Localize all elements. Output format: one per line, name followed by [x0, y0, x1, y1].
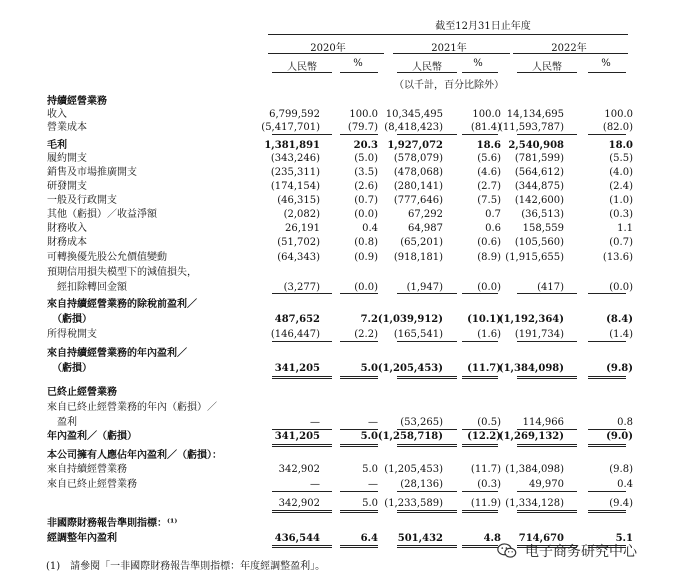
cell-rmb-2022: (781,599): [514, 153, 564, 164]
row-label: 經調整年內盈利: [47, 533, 117, 544]
total-rule: [340, 545, 378, 546]
table-row: [0, 139, 700, 152]
cell-pct-2022: (82.0): [602, 122, 633, 133]
total-rule: [340, 341, 378, 342]
table-row: [0, 236, 700, 249]
row-label: 本公司擁有人應佔年內盈利／（虧損）：: [47, 450, 222, 461]
total-rule: [340, 512, 378, 513]
cell-pct-2022: (0.3): [609, 209, 633, 220]
total-rule: [272, 547, 332, 548]
row-label: 其他（虧損）／收益淨額: [47, 209, 157, 220]
cell-pct-2020: —: [368, 479, 378, 490]
section-heading: [0, 449, 700, 462]
cell-rmb-2020: (146,447): [270, 329, 320, 340]
cell-rmb-2020: (2,082): [283, 209, 320, 220]
unit-rule: [397, 72, 457, 73]
table-row: [0, 362, 700, 375]
total-rule: [272, 341, 332, 342]
cell-pct-2020: (2.6): [354, 181, 378, 192]
cell-pct-2021: (0.0): [477, 282, 501, 293]
cell-pct-2020: (2.2): [354, 329, 378, 340]
cell-rmb-2021: (65,201): [400, 237, 443, 248]
year-2021: 2021年: [431, 43, 467, 54]
unit-rule: [340, 72, 378, 73]
total-rule: [462, 378, 498, 379]
cell-rmb-2022: (564,612): [514, 167, 564, 178]
row-label: 盈利: [47, 417, 77, 428]
cell-rmb-2021: 501,432: [397, 533, 443, 544]
cell-pct-2022: 100.0: [604, 109, 633, 120]
total-rule: [272, 491, 332, 492]
cell-pct-2021: (7.5): [477, 195, 501, 206]
cell-rmb-2020: (3,277): [283, 282, 320, 293]
unit-pct-2020: %: [353, 58, 363, 69]
cell-rmb-2022: 49,970: [529, 479, 564, 490]
cell-rmb-2022: 2,540,908: [508, 140, 564, 151]
cell-rmb-2022: (1,269,132): [498, 431, 564, 442]
year-rule-2021: [393, 53, 510, 54]
total-rule: [397, 510, 457, 511]
period-rule: [268, 34, 628, 35]
total-rule: [517, 429, 577, 430]
table-row: [0, 266, 700, 279]
unit-rmb-2021: 人民幣: [412, 62, 442, 73]
cell-rmb-2021: (777,646): [393, 195, 443, 206]
cell-rmb-2022: (11,593,787): [498, 122, 564, 133]
table-row: [0, 401, 700, 414]
cell-pct-2021: (0.3): [477, 479, 501, 490]
total-rule: [272, 134, 332, 135]
total-rule: [397, 545, 457, 546]
table-row: [0, 416, 700, 429]
total-rule: [517, 512, 577, 513]
table-row: [0, 478, 700, 491]
total-rule: [272, 429, 332, 430]
cell-rmb-2020: (343,246): [270, 153, 320, 164]
cell-rmb-2022: (1,915,655): [505, 252, 564, 263]
row-label: 履約開支: [47, 153, 87, 164]
cell-pct-2022: (8.4): [606, 314, 633, 325]
total-rule: [397, 491, 457, 492]
cell-rmb-2021: (53,265): [400, 417, 443, 428]
cell-pct-2020: (3.5): [354, 167, 378, 178]
cell-rmb-2020: —: [310, 479, 320, 490]
row-label: 來自持續經營業務: [47, 464, 127, 475]
cell-pct-2020: (5.0): [354, 153, 378, 164]
unit-rule: [462, 72, 498, 73]
cell-pct-2022: (4.0): [609, 167, 633, 178]
total-rule: [340, 510, 378, 511]
section-heading: [0, 386, 700, 399]
total-rule: [272, 378, 332, 379]
cell-rmb-2020: (174,154): [270, 181, 320, 192]
cell-pct-2020: 100.0: [349, 109, 378, 120]
total-rule: [588, 376, 626, 377]
total-rule: [588, 293, 626, 294]
cell-rmb-2021: 67,292: [408, 209, 443, 220]
cell-pct-2020: (79.7): [347, 122, 378, 133]
total-rule: [588, 341, 626, 342]
table-row: [0, 166, 700, 179]
total-rule: [397, 134, 457, 135]
table-row: [0, 194, 700, 207]
cell-rmb-2021: (165,541): [393, 329, 443, 340]
cell-rmb-2021: (28,136): [400, 479, 443, 490]
cell-pct-2021: (0.6): [477, 237, 501, 248]
unit-pct-2021: %: [473, 58, 483, 69]
total-rule: [272, 293, 332, 294]
total-rule: [517, 491, 577, 492]
cell-pct-2022: (0.7): [609, 237, 633, 248]
cell-rmb-2020: 341,205: [274, 431, 320, 442]
year-rule-2022: [513, 53, 628, 54]
total-rule: [517, 341, 577, 342]
watermark-text: 电子商务研究中心: [525, 544, 637, 560]
total-rule: [462, 510, 498, 511]
total-rule: [462, 429, 498, 430]
cell-rmb-2021: (1,258,718): [377, 431, 443, 442]
cell-pct-2021: 0.6: [485, 223, 501, 234]
row-label: 來自已終止經營業務的年內（虧損）／: [47, 402, 217, 413]
row-label: 財務收入: [47, 223, 87, 234]
cell-rmb-2021: (8,418,423): [384, 122, 443, 133]
total-rule: [517, 134, 577, 135]
cell-rmb-2022: 158,559: [522, 223, 564, 234]
cell-pct-2020: 5.0: [362, 498, 378, 509]
cell-pct-2021: 18.6: [476, 140, 501, 151]
cell-rmb-2022: (1,334,128): [505, 498, 564, 509]
total-rule: [517, 446, 577, 447]
cell-pct-2022: (5.5): [609, 153, 633, 164]
cell-pct-2021: 4.8: [483, 533, 501, 544]
cell-pct-2022: 0.8: [617, 417, 633, 428]
table-row: [0, 463, 700, 476]
row-label: 研發開支: [47, 181, 87, 192]
cell-rmb-2020: 6,799,592: [269, 109, 320, 120]
total-rule: [462, 547, 498, 548]
cell-pct-2020: (0.7): [354, 195, 378, 206]
total-rule: [397, 293, 457, 294]
total-rule: [588, 491, 626, 492]
cell-pct-2020: 0.4: [362, 223, 378, 234]
total-rule: [462, 376, 498, 377]
total-rule: [462, 545, 498, 546]
cell-rmb-2020: (51,702): [277, 237, 320, 248]
total-rule: [272, 512, 332, 513]
total-rule: [397, 429, 457, 430]
total-rule: [272, 545, 332, 546]
cell-pct-2021: (0.5): [477, 417, 501, 428]
unit-note: （以千計，百分比除外）: [394, 80, 504, 91]
cell-rmb-2022: 114,966: [522, 417, 564, 428]
row-label: 一般及行政開支: [47, 195, 117, 206]
cell-pct-2020: 5.0: [362, 464, 378, 475]
total-rule: [340, 378, 378, 379]
row-label: 持續經營業務: [47, 96, 107, 107]
cell-pct-2022: 5.1: [615, 533, 633, 544]
total-rule: [462, 491, 498, 492]
cell-rmb-2021: (1,205,453): [384, 464, 443, 475]
cell-pct-2022: (13.6): [602, 252, 633, 263]
total-rule: [397, 341, 457, 342]
row-label: 年內盈利／（虧損）: [47, 431, 137, 442]
cell-rmb-2020: (64,343): [277, 252, 320, 263]
unit-rule: [272, 72, 332, 73]
cell-rmb-2022: (344,875): [514, 181, 564, 192]
total-rule: [397, 378, 457, 379]
cell-rmb-2022: (1,384,098): [498, 363, 564, 374]
cell-pct-2022: (1.0): [609, 195, 633, 206]
cell-rmb-2022: (105,560): [514, 237, 564, 248]
cell-pct-2020: 7.2: [360, 314, 378, 325]
row-label: 銷售及市場推廣開支: [47, 167, 137, 178]
total-rule: [517, 444, 577, 445]
cell-pct-2021: (8.9): [477, 252, 501, 263]
total-rule: [462, 444, 498, 445]
table-row: [0, 251, 700, 264]
cell-rmb-2022: (1,192,364): [498, 314, 564, 325]
table-row: [0, 121, 700, 134]
row-label: 已終止經營業務: [47, 387, 117, 398]
year-2022: 2022年: [551, 43, 587, 54]
row-label: 所得稅開支: [47, 329, 97, 340]
unit-pct-2022: %: [601, 58, 611, 69]
cell-pct-2020: 20.3: [353, 140, 378, 151]
cell-rmb-2021: (1,947): [406, 282, 443, 293]
row-label: 毛利: [47, 140, 67, 151]
total-rule: [588, 444, 626, 445]
watermark: [497, 540, 637, 562]
cell-rmb-2022: (417): [537, 282, 564, 293]
cell-rmb-2021: 10,345,495: [385, 109, 443, 120]
cell-rmb-2020: (46,315): [277, 195, 320, 206]
total-rule: [517, 376, 577, 377]
total-rule: [588, 378, 626, 379]
cell-rmb-2020: 1,381,891: [264, 140, 320, 151]
cell-pct-2022: (9.8): [606, 363, 633, 374]
cell-pct-2022: (9.4): [609, 498, 633, 509]
cell-pct-2020: 5.0: [360, 363, 378, 374]
row-label: 收入: [47, 109, 67, 120]
table-row: [0, 152, 700, 165]
total-rule: [397, 446, 457, 447]
cell-rmb-2021: 1,927,072: [387, 140, 443, 151]
cell-pct-2022: (9.8): [609, 464, 633, 475]
cell-rmb-2020: 26,191: [285, 223, 320, 234]
row-label: 營業成本: [47, 122, 87, 133]
table-row: [0, 180, 700, 193]
cell-pct-2021: (12.2): [467, 431, 501, 442]
cell-rmb-2021: (1,039,912): [377, 314, 443, 325]
cell-pct-2022: (1.4): [609, 329, 633, 340]
total-rule: [340, 491, 378, 492]
period-caption: 截至12月31日止年度: [435, 21, 531, 32]
unit-rmb-2020: 人民幣: [287, 62, 317, 73]
total-rule: [462, 293, 498, 294]
row-label: 來自持續經營業務的除稅前盈利／: [47, 299, 197, 310]
cell-rmb-2021: (280,141): [393, 181, 443, 192]
row-label: （虧損）: [47, 363, 92, 374]
total-rule: [340, 547, 378, 548]
row-label: 可轉換優先股公允價值變動: [47, 252, 167, 263]
row-label: 預期信用損失模型下的減值損失，: [47, 267, 197, 278]
cell-rmb-2021: (1,205,453): [377, 363, 443, 374]
cell-pct-2021: 0.7: [485, 209, 501, 220]
year-2020: 2020年: [310, 43, 346, 54]
cell-rmb-2022: (1,384,098): [505, 464, 564, 475]
unit-rule: [588, 72, 626, 73]
cell-rmb-2021: (1,233,589): [384, 498, 443, 509]
cell-rmb-2021: 64,987: [408, 223, 443, 234]
total-rule: [340, 293, 378, 294]
total-rule: [397, 376, 457, 377]
cell-pct-2022: 18.0: [608, 140, 633, 151]
cell-rmb-2020: (235,311): [270, 167, 320, 178]
cell-pct-2020: (0.0): [354, 209, 378, 220]
cell-pct-2022: (2.4): [609, 181, 633, 192]
total-rule: [340, 376, 378, 377]
section-heading: [0, 517, 700, 530]
cell-pct-2021: (11.7): [467, 363, 501, 374]
total-rule: [588, 446, 626, 447]
table-row: [0, 430, 700, 443]
total-rule: [588, 510, 626, 511]
row-label: 來自已終止經營業務: [47, 479, 137, 490]
cell-rmb-2022: 714,670: [518, 533, 564, 544]
footnote: (1) 請參閱「一非國際財務報告準則指標：年度經調整盈利」。: [46, 561, 326, 572]
cell-pct-2021: (81.4): [470, 122, 501, 133]
cell-rmb-2021: (478,068): [393, 167, 443, 178]
total-rule: [462, 341, 498, 342]
total-rule: [517, 378, 577, 379]
cell-pct-2020: (0.9): [354, 252, 378, 263]
cell-pct-2021: (4.6): [477, 167, 501, 178]
row-label: 來自持續經營業務的年內盈利／: [47, 348, 187, 359]
total-rule: [588, 512, 626, 513]
cell-pct-2022: 1.1: [617, 223, 633, 234]
unit-rule: [517, 72, 577, 73]
total-rule: [272, 376, 332, 377]
cell-rmb-2020: 436,544: [274, 533, 320, 544]
cell-rmb-2021: (918,181): [393, 252, 443, 263]
cell-rmb-2022: (142,600): [514, 195, 564, 206]
total-rule: [462, 512, 498, 513]
total-rule: [272, 446, 332, 447]
cell-pct-2021: (2.7): [477, 181, 501, 192]
table-row: [0, 222, 700, 235]
total-rule: [517, 293, 577, 294]
total-rule: [340, 446, 378, 447]
cell-pct-2021: (11.9): [470, 498, 501, 509]
table-row: [0, 298, 700, 311]
cell-rmb-2020: 341,205: [274, 363, 320, 374]
cell-rmb-2020: 342,902: [278, 464, 320, 475]
table-row: [0, 313, 700, 326]
total-rule: [272, 510, 332, 511]
unit-rmb-2022: 人民幣: [532, 62, 562, 73]
cell-pct-2022: (0.0): [609, 282, 633, 293]
total-rule: [340, 134, 378, 135]
cell-rmb-2020: 487,652: [274, 314, 320, 325]
wechat-icon: [497, 542, 517, 560]
cell-pct-2021: (1.6): [477, 329, 501, 340]
total-rule: [588, 429, 626, 430]
cell-pct-2022: 0.4: [617, 479, 633, 490]
year-rule-2020: [268, 53, 384, 54]
total-rule: [340, 429, 378, 430]
cell-pct-2020: (0.8): [354, 237, 378, 248]
cell-pct-2021: (11.7): [470, 464, 501, 475]
row-label: 非國際財務報告準則指標：⁽¹⁾: [47, 518, 178, 529]
cell-pct-2021: (5.6): [477, 153, 501, 164]
total-rule: [340, 444, 378, 445]
table-row: [0, 108, 700, 121]
table-row: [0, 208, 700, 221]
row-label: （虧損）: [47, 314, 92, 325]
row-label: 經扣除轉回金額: [47, 282, 127, 293]
cell-rmb-2020: —: [310, 417, 320, 428]
total-rule: [272, 444, 332, 445]
total-rule: [517, 510, 577, 511]
cell-pct-2022: (9.0): [606, 431, 633, 442]
total-rule: [462, 134, 498, 135]
cell-pct-2020: (0.0): [354, 282, 378, 293]
table-row: [0, 328, 700, 341]
total-rule: [397, 547, 457, 548]
table-row: [0, 347, 700, 360]
cell-rmb-2021: (578,079): [393, 153, 443, 164]
total-rule: [397, 444, 457, 445]
cell-rmb-2020: (5,417,701): [261, 122, 320, 133]
cell-pct-2020: 5.0: [360, 431, 378, 442]
total-rule: [397, 512, 457, 513]
total-rule: [588, 134, 626, 135]
cell-pct-2021: 100.0: [472, 109, 501, 120]
cell-rmb-2022: (36,513): [521, 209, 564, 220]
section-heading: [0, 95, 700, 108]
cell-rmb-2020: 342,902: [278, 498, 320, 509]
cell-rmb-2022: (191,734): [514, 329, 564, 340]
cell-pct-2020: 6.4: [360, 533, 378, 544]
table-row: [0, 497, 700, 510]
total-rule: [462, 446, 498, 447]
row-label: 財務成本: [47, 237, 87, 248]
cell-pct-2021: (10.1): [467, 314, 501, 325]
cell-rmb-2022: 14,134,695: [506, 109, 564, 120]
cell-pct-2020: —: [368, 417, 378, 428]
